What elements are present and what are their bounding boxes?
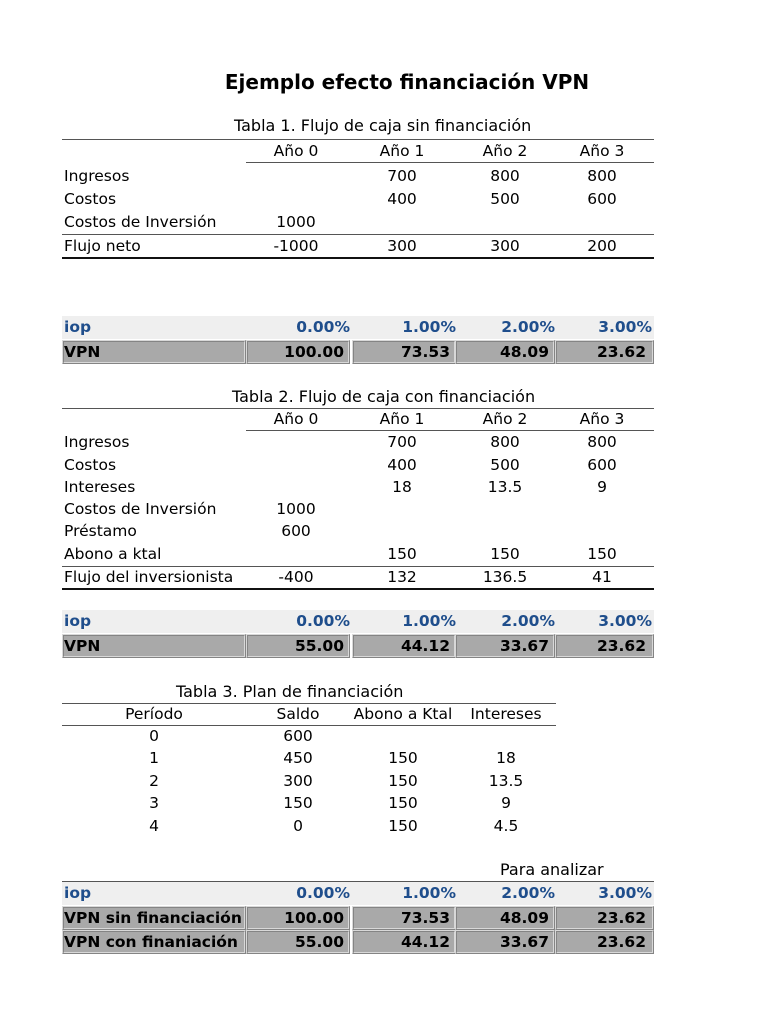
cell: 300 (283, 772, 313, 790)
cell: 132 (387, 568, 417, 586)
vpn-value: 23.62 (596, 933, 646, 951)
cell: 600 (587, 190, 617, 208)
vpn-value: 44.12 (400, 933, 450, 951)
year-header: Año 0 (273, 142, 319, 160)
row-label: Préstamo (64, 522, 137, 540)
vpn-label: VPN (64, 637, 101, 655)
cell: 300 (490, 237, 520, 255)
iop-value: 1.00% (402, 884, 456, 902)
column-header: Período (125, 705, 183, 723)
divider (62, 257, 654, 259)
vpn-value: 23.62 (596, 343, 646, 361)
cell: 2 (149, 772, 159, 790)
row-label: Abono a ktal (64, 545, 162, 563)
year-header: Año 1 (379, 142, 425, 160)
iop-value: 2.00% (501, 612, 555, 630)
iop-value: 1.00% (402, 318, 456, 336)
iop-label: iop (64, 612, 92, 630)
cell: 600 (587, 456, 617, 474)
year-header: Año 2 (482, 410, 528, 428)
cell: 13.5 (487, 478, 523, 496)
iop-value: 0.00% (296, 884, 350, 902)
cell: 150 (283, 794, 313, 812)
vpn-value: 44.12 (400, 637, 450, 655)
cell: 150 (388, 749, 418, 767)
analysis-label: Para analizar (500, 860, 604, 879)
iop-value: 3.00% (598, 318, 652, 336)
cell: 9 (597, 478, 607, 496)
column-header: Saldo (276, 705, 320, 723)
row-label: Costos (64, 456, 117, 474)
row-label: Intereses (64, 478, 136, 496)
vpn-value: 33.67 (499, 637, 549, 655)
table-1-title: Tabla 1. Flujo de caja sin financiación (234, 116, 532, 135)
cell: 600 (283, 727, 313, 745)
cell: 600 (281, 522, 311, 540)
cell: 700 (387, 167, 417, 185)
vpn-value: 23.62 (596, 909, 646, 927)
cell: 1000 (276, 213, 316, 231)
cell: 150 (388, 772, 418, 790)
cell: -1000 (273, 237, 319, 255)
cell: 0 (149, 727, 159, 745)
vpn-sin-label: VPN sin financiación (64, 909, 242, 927)
vpn-value: 73.53 (400, 909, 450, 927)
cell: 41 (592, 568, 612, 586)
iop-value: 2.00% (501, 884, 555, 902)
vpn-value: 48.09 (499, 343, 549, 361)
year-header: Año 2 (482, 142, 528, 160)
cell: 150 (587, 545, 617, 563)
cell: 150 (388, 817, 418, 835)
cell: -400 (278, 568, 314, 586)
vpn-con-label: VPN con finaniación (64, 933, 238, 951)
cell: 18 (392, 478, 412, 496)
iop-label: iop (64, 884, 92, 902)
cell: 300 (387, 237, 417, 255)
vpn-value: 48.09 (499, 909, 549, 927)
cell: 800 (490, 433, 520, 451)
cell: 3 (149, 794, 159, 812)
cell: 500 (490, 190, 520, 208)
vpn-value: 33.67 (499, 933, 549, 951)
cell: 400 (387, 190, 417, 208)
divider (62, 588, 654, 590)
vpn-value: 55.00 (294, 933, 344, 951)
iop-value: 3.00% (598, 612, 652, 630)
cell: 13.5 (488, 772, 524, 790)
iop-value: 0.00% (296, 612, 350, 630)
row-label: Ingresos (64, 167, 130, 185)
iop-label: iop (64, 318, 92, 336)
vpn-value: 23.62 (596, 637, 646, 655)
iop-value: 1.00% (402, 612, 456, 630)
row-label: Costos de Inversión (64, 500, 217, 518)
iop-value: 3.00% (598, 884, 652, 902)
cell: 500 (490, 456, 520, 474)
page-title: Ejemplo efecto financiación VPN (224, 70, 590, 94)
cell: 1 (149, 749, 159, 767)
year-header: Año 3 (579, 142, 625, 160)
cell: 4.5 (493, 817, 519, 835)
cell: 150 (388, 794, 418, 812)
vpn-value: 73.53 (400, 343, 450, 361)
cell: 150 (490, 545, 520, 563)
vpn-value: 55.00 (294, 637, 344, 655)
year-header: Año 3 (579, 410, 625, 428)
cell: 136.5 (482, 568, 528, 586)
row-label: Costos (64, 190, 117, 208)
year-header: Año 1 (379, 410, 425, 428)
year-header: Año 0 (273, 410, 319, 428)
row-label: Flujo del inversionista (64, 568, 234, 586)
cell: 150 (387, 545, 417, 563)
column-header: Abono a Ktal (353, 705, 453, 723)
cell: 1000 (276, 500, 316, 518)
iop-value: 2.00% (501, 318, 555, 336)
column-header: Intereses (470, 705, 542, 723)
row-label: Flujo neto (64, 237, 141, 255)
vpn-label: VPN (64, 343, 101, 361)
cell: 4 (149, 817, 159, 835)
cell: 400 (387, 456, 417, 474)
vpn-value: 100.00 (284, 909, 344, 927)
row-label: Costos de Inversión (64, 213, 217, 231)
table-2-title: Tabla 2. Flujo de caja con financiación (232, 387, 536, 406)
cell: 200 (587, 237, 617, 255)
cell: 9 (501, 794, 511, 812)
iop-value: 0.00% (296, 318, 350, 336)
cell: 450 (283, 749, 313, 767)
divider (246, 162, 654, 163)
table-3-title: Tabla 3. Plan de financiación (176, 682, 404, 701)
cell: 18 (496, 749, 516, 767)
cell: 800 (587, 167, 617, 185)
cell: 800 (490, 167, 520, 185)
cell: 700 (387, 433, 417, 451)
vpn-value: 100.00 (284, 343, 344, 361)
cell: 800 (587, 433, 617, 451)
cell: 0 (293, 817, 303, 835)
row-label: Ingresos (64, 433, 130, 451)
